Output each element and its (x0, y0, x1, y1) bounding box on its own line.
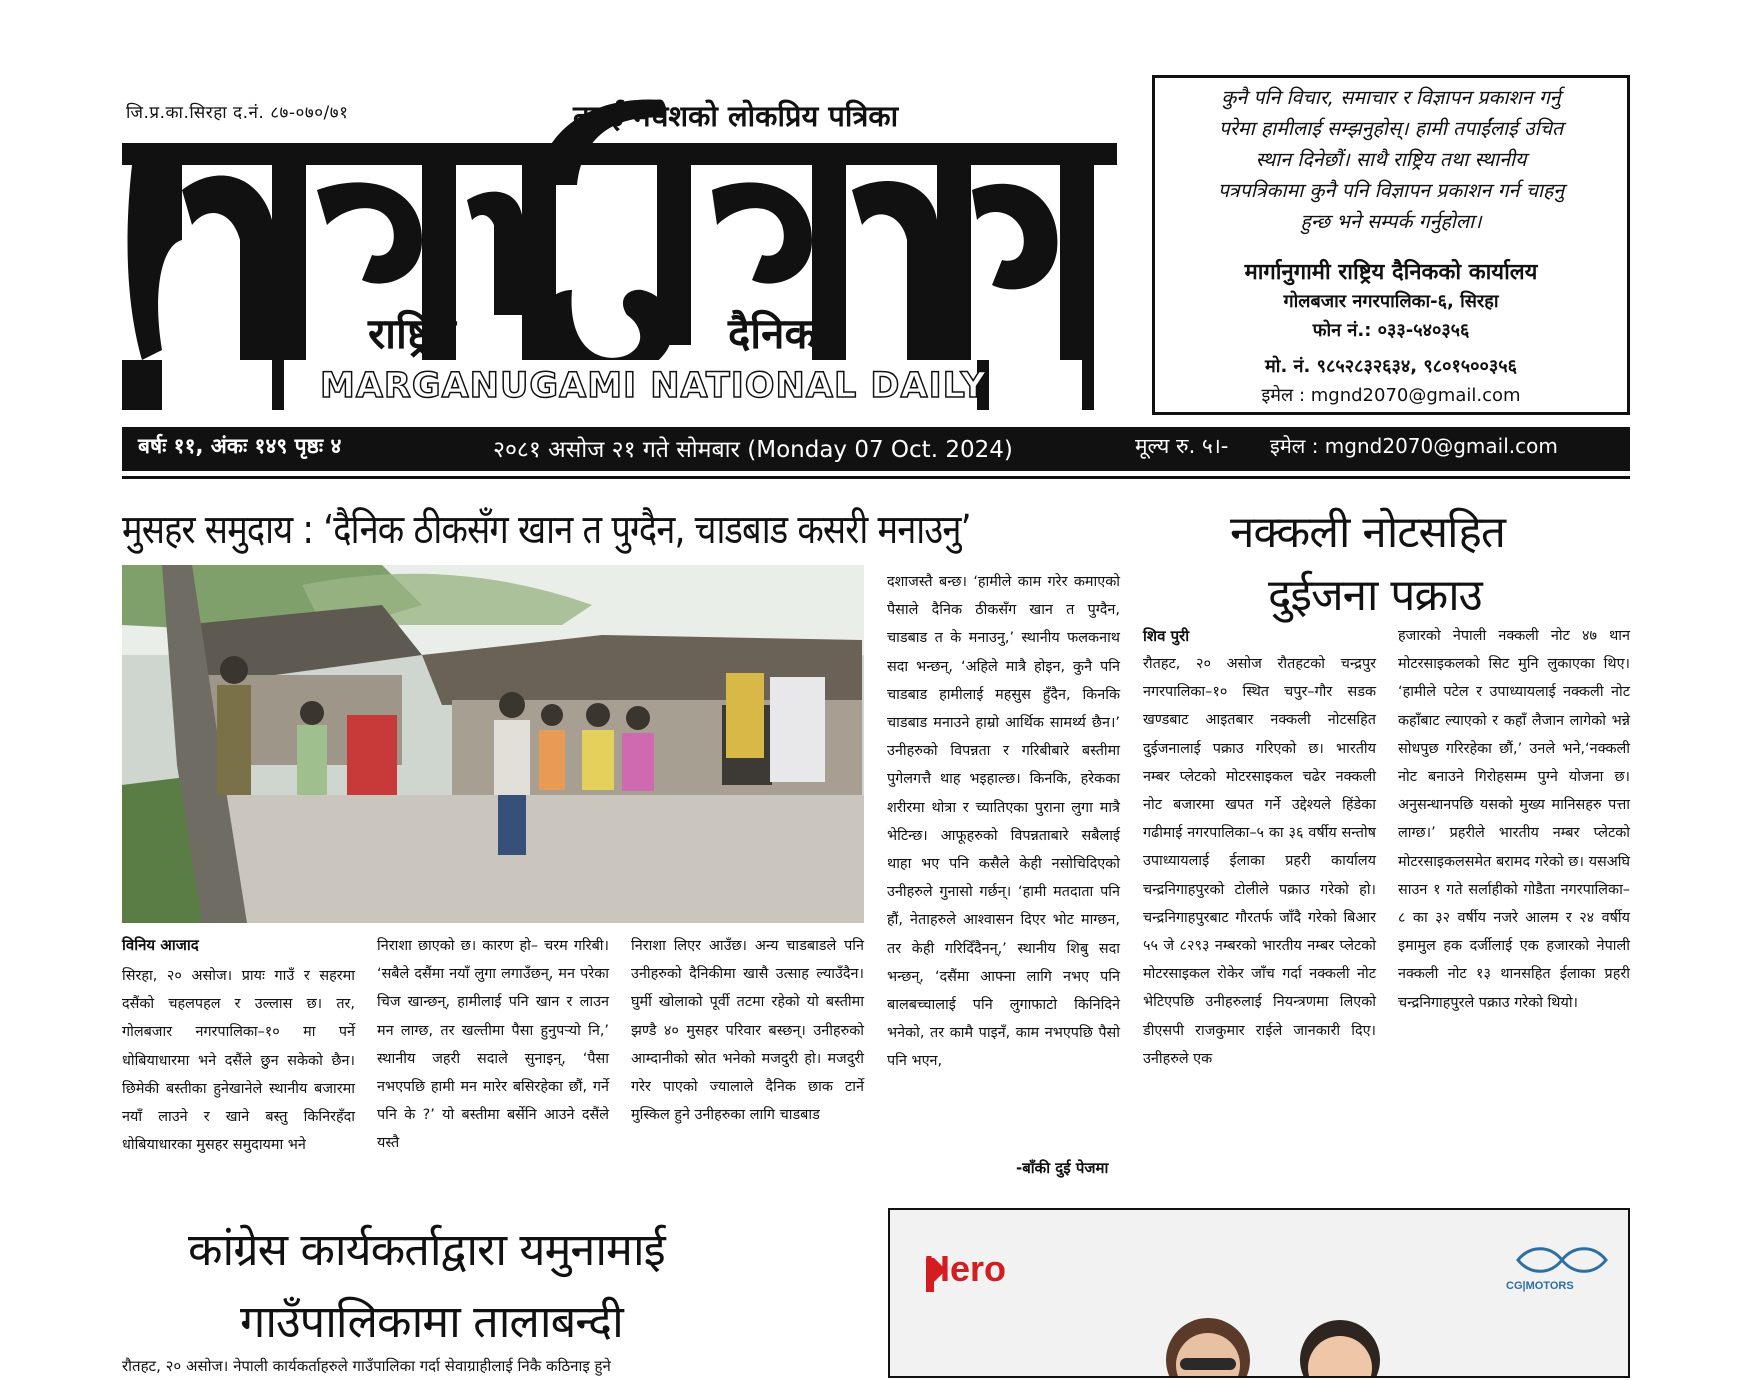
musahar-column-1: सिरहा, २० असोज। प्रायः गाउँ र सहरमा दसैंको चहलपहल र उल्लास छ। तर, गोलबजार नगरपालिका–१० मा पर्ने धोबियाधारमा भने दसैंले छुन सकेको छैन। छिमेकी बस्तीका हुनेखानेले स्थानीय बजारमा नयाँ लाउने र खाने बस्तु किनिरहँदा धोबियाधारका मुसहर समुदायमा भने (122, 968, 355, 1154)
office-phone: फोन नं.: ०३३-५४०३५६ (1312, 320, 1470, 341)
musahar-column-4: दशाजस्तै बन्छ। ‘हामीले काम गरेर कमाएको पैसाले दैनिक ठीकसँग खान त पुग्दैन, चाडबाड त के मनाउनु,’ स्थानीय फलकनाथ सदा भन्छन्, ‘अहिले मात्रै होइन, कुनै पनि चाडबाड हामीलाई महसुस हुँदैन, किनकि चाडबाड मनाउने हाम्रो आर्थिक सामर्थ्य छैन।’ उनीहरुको विपन्नता र गरिबीबारे बस्तीमा पुगेलगत्तै थाह भइहाल्छ। किनकि, हरेकका शरीरमा थोत्रा र च्यातिएका पुराना लुगा मात्रै भेटिन्छ। आफूहरुको विपन्नताबारे सबैलाई थाहा भए पनि कसैले केही नसोचिदिएको उनीहरुले गुनासो गर्छन्। ‘हामी मतदाता पनि हौं, नेताहरुले आश्वासन दिएर भोट माग्छन, तर केही गरिदिँदैनन्,’ स्थानीय शिबु सदा भन्छन्, ‘दसैंमा आफ्ना लागि नभए पनि बालबच्चालाई पनि लुगाफाटो किनिदिने भनेको, तर कामै पाइनँ, काम नभएपछि पैसो पनि भएन, (887, 574, 1120, 1070)
masthead-logo (122, 90, 1122, 410)
dateline-email: इमेल : mgnd2070@gmail.com (1270, 434, 1558, 458)
continued-on-page-two: -बाँकी दुई पेजमा (1016, 1159, 1109, 1177)
office-name: मार्गानुगामी राष्ट्रिय दैनिकको कार्यालय (1244, 260, 1538, 285)
office-address: गोलबजार नगरपालिका-६, सिरहा (1283, 291, 1499, 312)
fake-notes-headline-1: नक्कली नोटसहित (1230, 507, 1505, 558)
info-line: पत्रपत्रिकामा कुनै पनि विज्ञापन प्रकाशन गर्न चाहनु (1217, 179, 1565, 202)
advert-art (890, 1210, 1630, 1378)
congress-headline-2: गाउँपालिकामा तालाबन्दी (240, 1295, 623, 1348)
registration-number: जि.प्र.का.सिरहा द.नं. ८७-०७०/७१ (126, 103, 349, 123)
office-email: इमेल : mgnd2070@gmail.com (1261, 385, 1521, 406)
masthead-dainik: दैनिक (728, 309, 817, 358)
hero-advert (888, 1208, 1630, 1378)
fake-notes-byline: शिव पुरी (1143, 627, 1190, 645)
fake-notes-headline-2: दुईजना पक्राउ (1268, 570, 1482, 621)
info-line: स्थान दिनेछौं। साथै राष्ट्रिय तथा स्थानीय (1255, 148, 1527, 171)
fake-notes-column-2: हजारको नेपाली नक्कली नोट ४७ थान मोटरसाइकलको सिट मुनि लुकाएका थिए। ‘हामीले पटेल र उपाध्यायलाई नक्कली नोट कहाँबाट ल्याएको र कहाँ लैजान लागेको भन्ने सोधपुछ गरिरहेका छौं,’ उनले भने,‘नक्कली नोट बनाउने गिरोहसम्म पुग्ने योजना छ। अनुसन्धानपछि यसको मुख्य मानिसहरु पत्ता लाग्छ।’ प्रहरीले भारतीय नम्बर प्लेटको मोटरसाइकलसमेत बरामद गरेको छ। यसअघि साउन १ गते सर्लाहीको गोडैता नगरपालिका–८ का ३२ वर्षीय नजरे आलम र २४ वर्षीय इमामुल हक दर्जीलाई एक हजारको नेपाली नक्कली नोट १३ थानसहित ईलाका प्रहरी चन्द्रनिगाहपुरले पक्राउ गरेको थियो। (1398, 628, 1630, 1011)
masthead-rastriya: राष्ट्रिय (368, 309, 456, 358)
musahar-column-2: निराशा छाएको छ। कारण हो– चरम गरिबी। ‘सबैले दसैंमा नयाँ लुगा लगाउँछन्, मन परेका चिज खान्छन्, हामीलाई पनि खान र लाउन मन लाग्छ, तर खल्तीमा पैसा हुनुपर्‍यो नि,’ स्थानीय जहरी सदाले सुनाइन्, ‘पैसा नभएपछि हामी मन मारेर बसिरहेका छौं, गर्ने पनि के ?’ यो बस्तीमा बर्सेनि आउने दसैंले यस्तै (377, 938, 609, 1152)
musahar-byline: विनिय आजाद (122, 936, 199, 954)
fake-notes-column-1: रौतहट, २० असोज रौतहटको चन्द्रपुर नगरपालिका–१० स्थित चपुर–गौर सडक खण्डबाट आइतबार नक्कली नोटसहित दुईजनालाई पक्राउ गरिएको छ। भारतीय नम्बर प्लेटको मोटरसाइकल चढेर नक्कली नोट बजारमा खपत गर्ने उद्देश्यले हिंडेका गढीमाई नगरपालिका–५ का ३६ वर्षीय सन्तोष उपाध्यायलाई ईलाका प्रहरी कार्यालय चन्द्रनिगाहपुरको टोलीले पक्राउ गरेको हो। चन्द्रनिगाहपुरबाट गौरतर्फ जाँदै गरेको बिआर ५५ जे ८२९३ नम्बरको भारतीय नम्बर प्लेटको मोटरसाइकल रोकेर जाँच गर्दा नक्कली नोट भेटिएपछि उनीहरुलाई नियन्त्रणमा लिएको डीएसपी राजकुमार राईले जानकारी दिए। उनीहरुले एक (1143, 656, 1376, 1067)
congress-snippet: रौतहट, २० असोज। नेपाली कार्यकर्ताहरुले गाउँपालिका गर्दा सेवाग्राहीलाई निकै कठिनाइ हुने (122, 1357, 611, 1375)
advertise-info-text (1162, 82, 1620, 237)
info-line: परेमा हामीलाई सम्झनुहोस्। हामी तपाईंलाई उचित (1218, 117, 1564, 140)
issue-price: मूल्य रु. ५।- (1135, 434, 1229, 458)
hero-brand: Hero (924, 1248, 1007, 1289)
congress-headline-1: कांग्रेस कार्यकर्ताद्वारा यमुनामाई (188, 1223, 665, 1276)
musahar-photo (122, 565, 864, 923)
info-line: हुन्छ भने सम्पर्क गर्नुहोला। (1300, 210, 1482, 233)
dateline-rule (122, 476, 1630, 479)
masthead-english-name: MARGANUGAMI NATIONAL DAILY (320, 366, 987, 406)
issue-date: २०८१ असोज २१ गते सोमबार (Monday 07 Oct. 2024) (493, 437, 1013, 463)
office-mobile: मो. नं. ९८५२८३२६३४, ९८०१५००३५६ (1265, 356, 1517, 377)
musahar-headline: मुसहर समुदाय : ‘दैनिक ठीकसँग खान त पुग्दैन, चाडबाड कसरी मनाउनु’ (122, 507, 971, 553)
musahar-column-3: निराशा लिएर आउँछ। अन्य चाडबाडले पनि उनीहरुको दैनिकीमा खासै उत्साह ल्याउँदैन। घुर्मी खोलाको पूर्वी तटमा रहेको यो बस्तीमा झण्डै ४० मुसहर परिवार बस्छन्। उनीहरुको आम्दानीको स्रोत भनेको मजदुरी हो। मजदुरी गरेर पाएको ज्यालाले दैनिक छाक टार्ने मुस्किल हुने उनीहरुका लागि चाडबाड (631, 938, 864, 1124)
cg-motors-brand: CG|MOTORS (1506, 1280, 1574, 1292)
masthead-tagline: तराई मधेशको लोकप्रिय पत्रिका (573, 99, 899, 133)
info-line: कुनै पनि विचार, समाचार र विज्ञापन प्रकाशन गर्नु (1221, 86, 1561, 109)
volume-issue: बर्षः ११, अंकः १४९ पृष्ठः ४ (138, 434, 342, 458)
